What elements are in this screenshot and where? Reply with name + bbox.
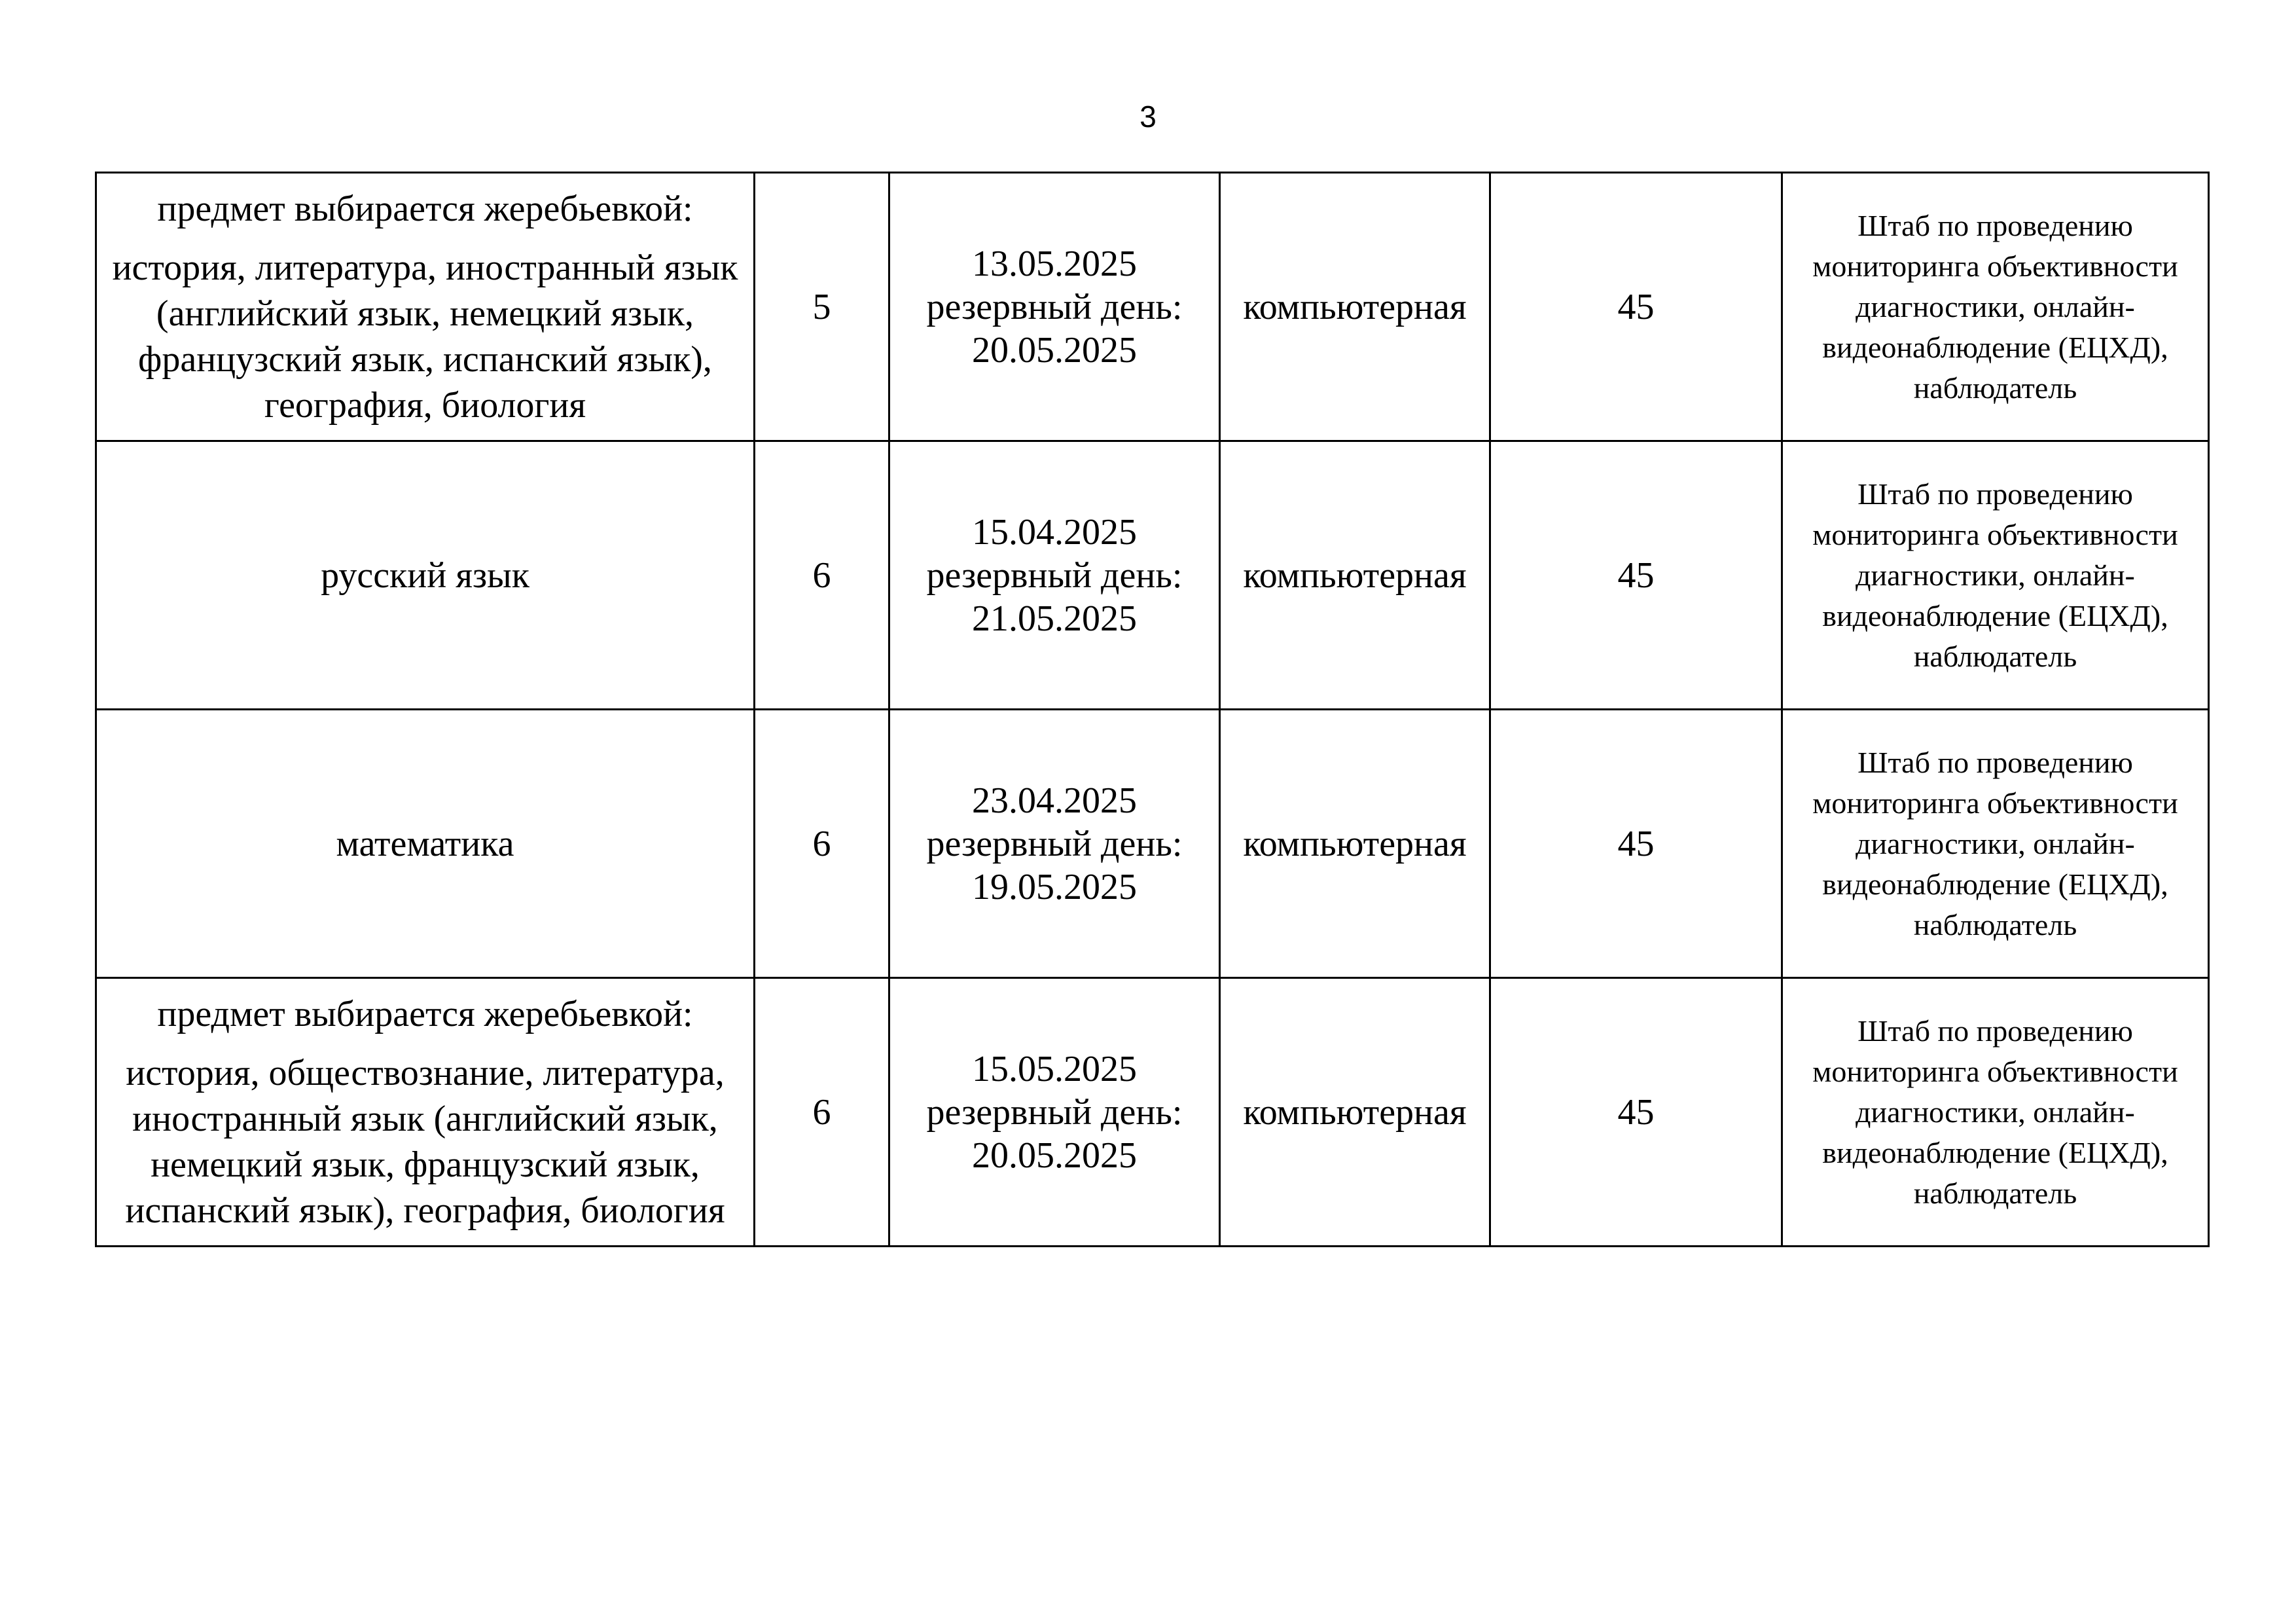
observer-cell: Штаб по проведению мониторинга объективности диагностики, онлайн-видеонаблюдение (ЕЦХД), наблюдатель [1782,710,2209,978]
reserve-label: резервный день: [926,555,1183,596]
observer-cell: Штаб по проведению мониторинга объективности диагностики, онлайн-видеонаблюдение (ЕЦХД), наблюдатель [1782,173,2209,441]
reserve-label: резервный день: [926,1091,1183,1133]
subject-lead: предмет выбирается жеребьевкой: [157,993,693,1034]
table-row [96,978,2209,1247]
form-cell: компьютерная [1220,441,1490,710]
reserve-date: 19.05.2025 [972,866,1137,907]
grade-cell: 6 [755,441,889,710]
page-number: 3 [1139,100,1157,134]
reserve-date: 20.05.2025 [972,1135,1137,1176]
subject-cell [96,978,755,1247]
duration-cell: 45 [1490,441,1782,710]
subject-cell [96,710,755,978]
schedule-table [95,172,2210,1247]
reserve-label: резервный день: [926,286,1183,327]
reserve-date: 21.05.2025 [972,598,1137,639]
subject-name: математика [336,823,514,864]
table-row [96,173,2209,441]
date-cell [889,173,1220,441]
reserve-date: 20.05.2025 [972,329,1137,371]
grade-cell: 6 [755,978,889,1247]
duration-cell: 45 [1490,978,1782,1247]
exam-date: 15.04.2025 [972,511,1137,553]
grade-cell: 6 [755,710,889,978]
form-cell: компьютерная [1220,173,1490,441]
subject-name: русский язык [321,555,529,596]
duration-cell: 45 [1490,173,1782,441]
date-cell [889,978,1220,1247]
observer-cell: Штаб по проведению мониторинга объективности диагностики, онлайн-видеонаблюдение (ЕЦХД), наблюдатель [1782,978,2209,1247]
date-cell [889,710,1220,978]
grade-cell: 5 [755,173,889,441]
subject-name: история, литература, иностранный язык (английский язык, немецкий язык, французский язык, испанский язык), география, биология [112,247,738,426]
exam-date: 15.05.2025 [972,1048,1137,1089]
observer-cell: Штаб по проведению мониторинга объективности диагностики, онлайн-видеонаблюдение (ЕЦХД), наблюдатель [1782,441,2209,710]
subject-cell [96,441,755,710]
exam-date: 13.05.2025 [972,243,1137,284]
date-cell [889,441,1220,710]
reserve-label: резервный день: [926,823,1183,864]
form-cell: компьютерная [1220,710,1490,978]
duration-cell: 45 [1490,710,1782,978]
subject-name: история, обществознание, литература, иностранный язык (английский язык, немецкий язык, французский язык, испанский язык), география, биология [125,1052,725,1231]
exam-date: 23.04.2025 [972,780,1137,821]
subject-lead: предмет выбирается жеребьевкой: [157,188,693,229]
table-row [96,441,2209,710]
table-row [96,710,2209,978]
form-cell: компьютерная [1220,978,1490,1247]
subject-cell [96,173,755,441]
